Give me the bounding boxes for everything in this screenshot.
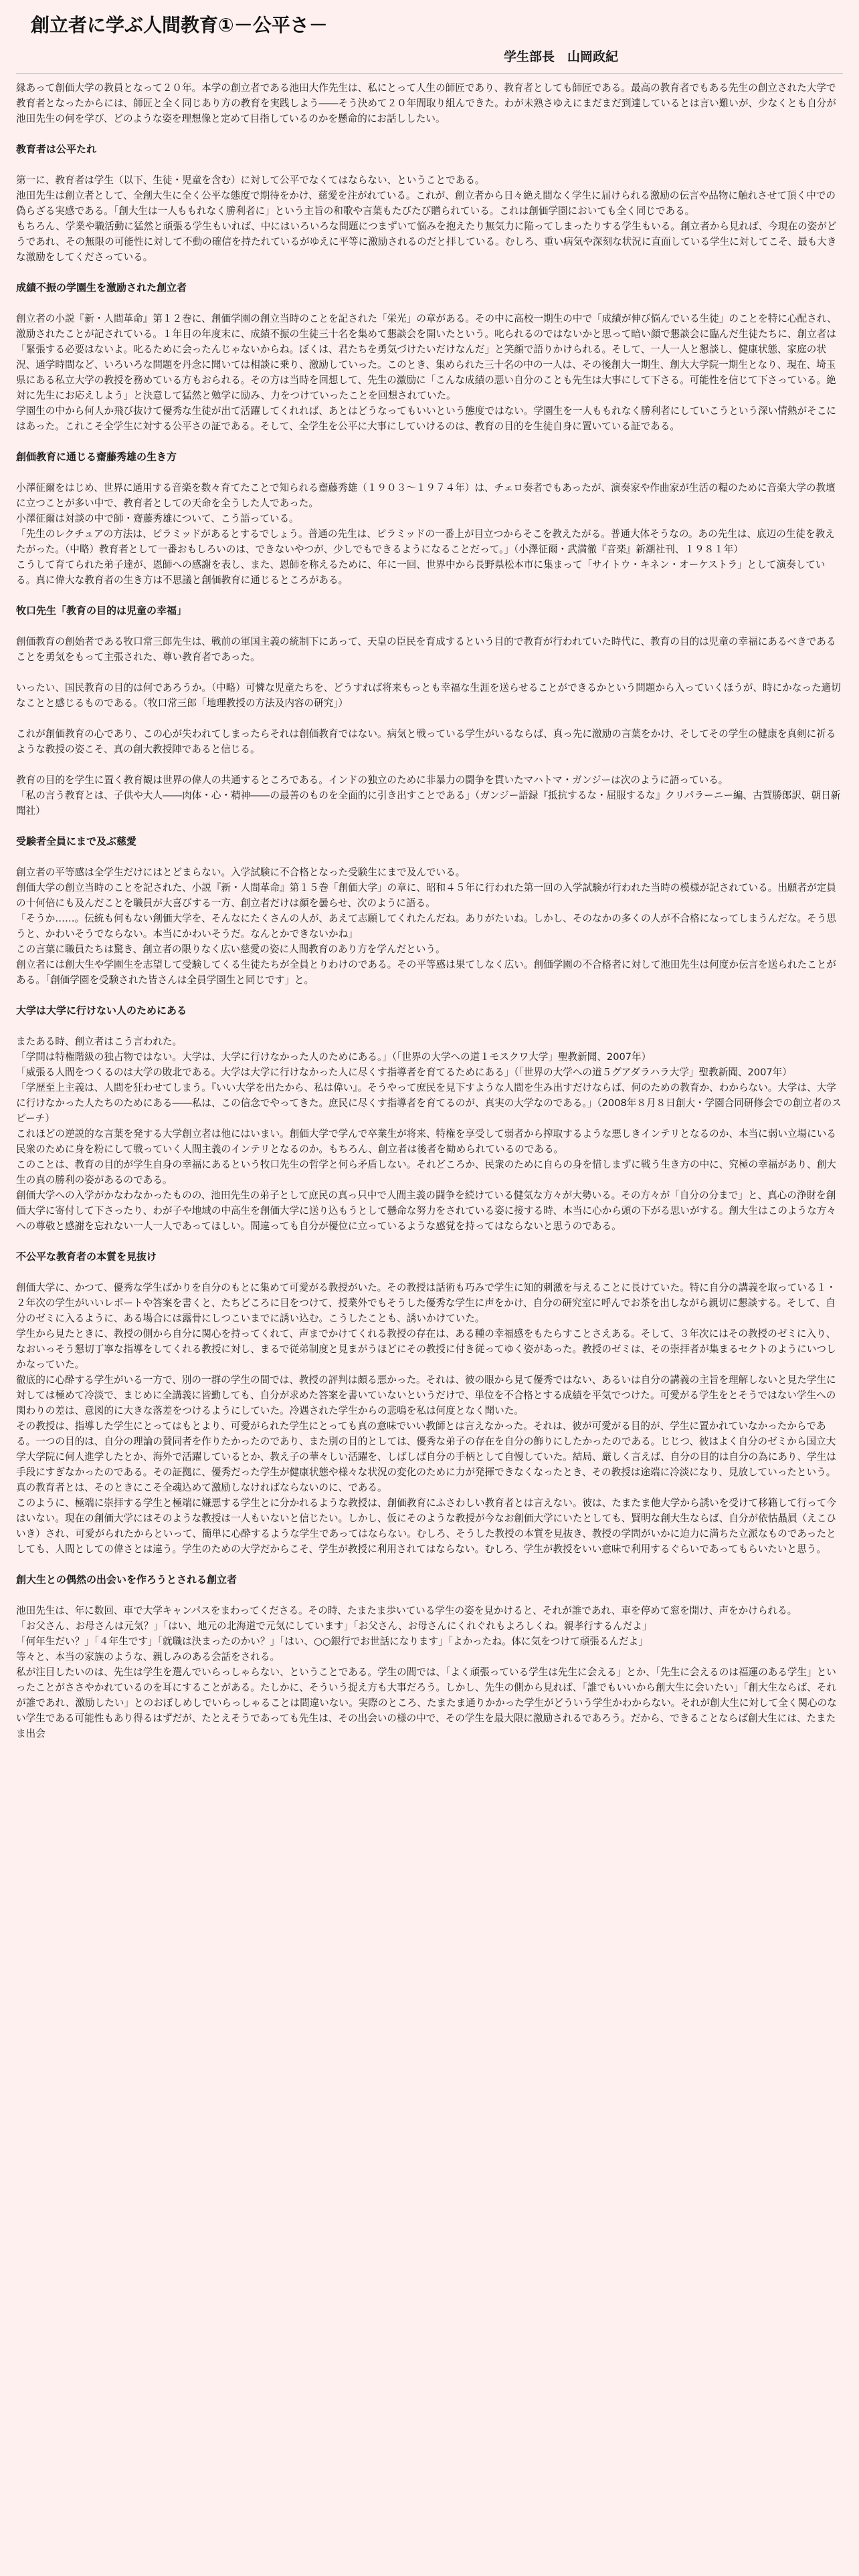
blank-line <box>16 711 843 726</box>
section-heading: 受験者全員にまで及ぶ慈愛 <box>16 835 137 847</box>
paragraph: 創価大学に、かつて、優秀な学生ばかりを自分のもとに集めて可愛がる教授がいた。その教授は話術も巧みで学生に知的刺激を与えることに長けていた。特に自分の講義を取っている１・２年次の学生がいいレポートや答案を書くと、たちどころに目をつけて、授業外でもそうした優秀な学生に声をかけ、自分の研究室に呼んでお茶を出しながら親切に懇談する。そして、自分のゼミに入るように、ある場合には露骨にしつこいまでに誘い込む。こうしたことも、誘いかけていた。 <box>16 1282 836 1324</box>
paragraph: 教育の目的を学生に置く教育観は世界の偉人の共通するところである。インドの独立のために非暴力の闘争を貫いたマハトマ・ガンジーは次のように語っている。 <box>16 774 729 786</box>
blank-line <box>16 465 843 480</box>
blank-line <box>16 665 843 680</box>
blank-line <box>16 988 843 1003</box>
paragraph: またある時、創立者はこう言われた。 <box>16 1036 183 1047</box>
paragraph: 第一に、教育者は学生（以下、生徒・児童を含む）に対して公平でなくてはならない、ということである。 <box>16 175 485 186</box>
paragraph: 学生から見たときに、教授の側から自分に関心を持ってくれて、声までかけてくれる教授の存在は、ある種の幸福感をもたらすことさえある。そして、３年次にはその教授のゼミに入り、なおいっそう懇切丁寧な指導をしてくれる教授に対し、まるで従弟制度と見まがうほどにその教授に付き従ってゆく姿があった。教授のゼミは、その崇拝者が集まるセクトのようにいつしかなっていた。 <box>16 1328 836 1370</box>
section-heading: 教育者は公平たれ <box>16 143 97 155</box>
blank-line <box>16 588 843 603</box>
paragraph: このことは、教育の目的が学生自身の幸福にあるという牧口先生の哲学と何ら矛盾しない。それどころか、民衆のために自らの身を惜しまずに戦う生き方の中に、究極の幸福があり、創大生の真の勝利の姿があるのである。 <box>16 1159 836 1186</box>
section-heading: 不公平な教育者の本質を見抜け <box>16 1251 157 1263</box>
paragraph: 創価大学への入学がかなわなかったものの、池田先生の弟子として庶民の真っ只中で人間主義の闘争を続けている健気な方々が大勢いる。その方々が「自分の分まで」と、真心の浄財を創価大学に寄付して下さったり、わが子や地域の中高生を創価大学に送り込もうとして懸命な努力をされている姿に接する時、本当に心から頭の下がる思いがする。創大生はこのような方々への尊敬と感謝を忘れない一人一人であってほしい。間違っても自分が優位に立っているような感覚を持ってはならないと思うのである。 <box>16 1190 836 1232</box>
blank-line <box>16 1265 843 1280</box>
section-heading: 成績不振の学園生を激励された創立者 <box>16 282 187 294</box>
blank-line <box>16 1018 843 1034</box>
paragraph: 「私の言う教育とは、子供や大人――肉体・心・精神――の最善のものを全面的に引き出すことである」（ガンジー語録『抵抗するな・屈服するな』クリパラーニー編、古賀勝郎訳、朝日新聞社） <box>16 790 841 817</box>
paragraph: 「威張る人間をつくるのは大学の敗北である。大学は大学に行けなかった人に尽くす指導者を育てるためにある」（「世界の大学への道５グアダラハラ大学」聖教新聞、2007年） <box>16 1067 792 1078</box>
blank-line <box>16 265 843 280</box>
paragraph: 創立者には創大生や学園生を志望して受験してくる生徒たちが全員とりわけのである。その平等感は果てしなく広い。創価学園の不合格者に対して池田先生は何度か伝言を送られたことがある。「創価学園を受験された皆さんは全員学園生と同じです」と。 <box>16 959 836 986</box>
paragraph: 「そうか……。伝統も何もない創価大学を、そんなにたくさんの人が、あえて志願してくれたんだね。ありがたいね。しかし、そのなかの多くの人が不合格になってしまうんだな。そう思うと、かわいそうでならない。本当にかわいそうだ。なんとかできないかね」 <box>16 913 836 940</box>
title-divider <box>16 73 843 74</box>
paragraph: こうして育てられた弟子達が、恩師への感謝を表し、また、恩師を称えるために、年に一回、世界中から長野県松本市に集まって「サイトウ・キネン・オーケストラ」として演奏している。真に偉大な教育者の生き方は不思議と創価教育に通じるところがある。 <box>16 559 826 586</box>
paragraph: 池田先生は創立者として、全創大生に全く公平な態度で期待をかけ、慈愛を注がれている。これが、創立者から日々絶え間なく学生に届けられる激励の伝言や品物に触れさせて頂く中での偽らざる実感である。「創大生は一人ももれなく勝利者に」という主旨の和歌や言葉もたびたび贈られている。これは創価学園においても全く同じである。 <box>16 190 836 217</box>
section-heading: 牧口先生「教育の目的は児童の幸福」 <box>16 605 187 617</box>
paragraph: このように、極端に崇拝する学生と極端に嫌悪する学生とに分かれるような教授は、創価教育にふさわしい教育者とは言えない。彼は、たまたま他大学から誘いを受けて移籍して行って今はいない。現在の創価大学にはそのような教授は一人もいないと信じたい。しかし、仮にそのような教授が今なお創価大学にいたとしても、賢明な創大生ならば、自分が依怙贔屓（えこひいき）され、可愛がられたからといって、簡単に心酔するような学生であってはならない。むしろ、そうした教授の本質を見抜き、教授の学問がいかに迫力に満ちた立派なものであったとしても、人間としての偉さとは違う。学生のための大学だからこそ、学生が教授に利用されてはならない。むしろ、学生が教授をいい意味で利用するぐらいであってもらいたいと思う。 <box>16 1497 836 1555</box>
paragraph: 創価教育の創始者である牧口常三郎先生は、戦前の軍国主義の統制下にあって、天皇の臣民を育成するという目的で教育が行われていた時代に、教育の目的は児童の幸福にあるべきであることを勇気をもって主張された、尊い教育者であった。 <box>16 636 836 663</box>
paragraph: 池田先生は、年に数回、車で大学キャンパスをまわってくださる。その時、たまたま歩いている学生の姿を見かけると、それが誰であれ、車を停めて窓を開け、声をかけられる。 <box>16 1605 797 1616</box>
paragraph: 「何年生だい？」「４年生です」「就職は決まったのかい？」「はい、○○銀行でお世話になります」「よかったね。体に気をつけて頑張るんだよ」 <box>16 1636 648 1647</box>
paragraph: 「学歴至上主義は、人間を狂わせてしまう。『いい大学を出たから、私は偉い』。そうやって庶民を見下すような人間を生み出すだけならば、何のための教育か、わからない。大学は、大学に行けなかった人たちのためにある――私は、この信念でやってきた。庶民に尽くす指導者を育てるのが、真実の大学なのである。」（2008年８月８日創大・学園合同研修会での創立者のスピーチ） <box>16 1082 842 1124</box>
paragraph: 創立者の小説『新・人間革命』第１２巻に、創価学園の創立当時のことを記された「栄光」の章がある。その中に高校一期生の中で「成績が伸び悩んでいる生徒」のことを特に心配され、激励されたことが記されている。１年目の年度末に、成績不振の生徒三十名を集めて懇談会を開いたという。叱られるのではないかと思って暗い顔で懇談会に臨んだ生徒たちに、創立者は「緊張する必要はないよ。叱るために会ったんじゃないからね。ぼくは、君たちを勇気づけたいだけなんだ」と笑顔で語りかけられる。そして、一人一人と懇談し、健康状態、家庭の状況、通学時間など、いろいろな問題を丹念に聞いては相談に乗り、激励していった。このとき、集められた三十名の中の一人は、その後創大一期生、創大大学院一期生となり、現在、埼玉県にある私立大学の教授を務めている方もおられる。その方は当時を回想して、先生の激励に「こんな成績の悪い自分のことも先生は大事にして下さる。可能性を信じて下さっている。絶対に先生にお応えしよう」と決意して猛然と勉学に励み、力をつけていったことを回想されていた。 <box>16 313 837 401</box>
paragraph: 徹底的に心酔する学生がいる一方で、別の一群の学生の間では、教授の評判は頗る悪かった。それは、彼の眼から見て優秀ではない、あるいは自分の講義の主旨を理解しないと見た学生に対しては極めて冷淡で、まじめに全講義に皆勤しても、自分が求めた答案を書いていないというだけで、単位を不合格とする成績を平気でつけた。可愛がる学生をとそうではない学生への関わりの差は、意図的に大きな落差をつけるようにしていた。冷遇された学生からの悲鳴を私は何度となく聞いた。 <box>16 1374 836 1416</box>
paragraph: その教授は、指導した学生にとってはもとより、可愛がられた学生にとっても真の意味でいい教師とは言えなかった。それは、彼が可愛がる目的が、学生に置かれていなかったからである。一つの目的は、自分の理論の賛同者を作りたかったのであり、また別の目的としては、優秀な弟子の存在を自分の飾りにしたかったのである。じじつ、彼はよく自分のゼミから国立大学大学院に何人進学したとか、海外で活躍しているとか、教え子の華々しい活躍を、しばしば自分の手柄として自慢していた。結局、厳しく言えば、自分の目的は自分の為にあり、学生は手段にすぎなかったのである。その証拠に、優秀だった学生が健康状態や様々な状況の変化のために力が発揮できなくなったとき、その教授は途端に冷淡になり、見放していったという。真の教育者とは、そのときにこそ全魂込めて激励しなければならないのに、である。 <box>16 1420 836 1493</box>
article-body <box>16 80 843 1741</box>
paragraph: 学園生の中から何人か飛び抜けて優秀な生徒が出て活躍してくれれば、あとはどうなってもいいという態度ではない。学園生を一人ももれなく勝利者にしていこうという深い情熱がそこにはあった。これこそ全学生に対する公平さの証である。そして、全学生を公平に大事にしていけるのは、教育の目的を生徒自身に置いている証である。 <box>16 405 836 432</box>
blank-line <box>16 296 843 311</box>
section-heading: 創価教育に通じる齋藤秀雄の生き方 <box>16 451 177 463</box>
paragraph: もちろん、学業や職活動に猛然と頑張る学生もいれば、中にはいろいろな問題につまずいて悩みを抱えたり無気力に陥ってしまったりする学生もいる。創立者から見れば、今現在の姿がどうであれ、その無限の可能性に対して不動の確信を持たれているがゆえに平等に激励されるのだと拝している。むしろ、重い病気や深刻な状況に直面している学生に対してこそ、最も大きな激励をしてくださっている。 <box>16 221 837 263</box>
blank-line <box>16 157 843 173</box>
section-heading: 大学は大学に行けない人のためにある <box>16 1004 187 1016</box>
blank-line <box>16 126 843 142</box>
paragraph: この言葉に職員たちは驚き、創立者の限りなく広い慈愛の姿に人間教育のあり方を学んだという。 <box>16 944 446 955</box>
blank-line <box>16 1588 843 1603</box>
paragraph: これほどの逆説的な言葉を発する大学創立者は他にはいまい。創価大学で学んで卒業生が将来、特権を享受して弱者から搾取するような悪しきインテリとなるのか、本当に弱い立場にいる民衆のために身を粉にして戦っていく人間主義のインテリとなるのか。もちろん、創立者は後者を勧められているのである。 <box>16 1128 836 1155</box>
paragraph: 小澤征爾をはじめ、世界に通用する音楽を数々育てたことで知られる齋藤秀雄（１９０３～１９７４年）は、チェロ奏者でもあったが、演奏家や作曲家が生活の糧のために音楽大学の教壇に立つことが多い中で、教育者としての天命を全うした人であった。 <box>16 482 836 509</box>
paragraph: 縁あって創価大学の教員となって２０年。本学の創立者である池田大作先生は、私にとって人生の師匠であり、教育者としても師匠である。最高の教育者でもある先生の創立された大学で教育者となったからには、師匠と全く同じあり方の教育を実践しよう――そう決めて２０年間取り組んできた。わが未熟さゆえにまだまだ到達しているとは言い難いが、少なくとも自分が池田先生の何を学び、どのような姿を理想像と定めて目指しているのかを懸命的にお話ししたい。 <box>16 82 836 124</box>
blank-line <box>16 434 843 449</box>
blank-line <box>16 1557 843 1572</box>
article-author: 学生部長 山岡政紀 <box>503 49 618 64</box>
blank-line <box>16 1234 843 1249</box>
section-heading: 創大生との偶然の出会いを作ろうとされる創立者 <box>16 1574 237 1586</box>
blank-line <box>16 757 843 772</box>
paragraph: いったい、国民教育の目的は何であろうか。（中略）可憐な児童たちを、どうすれば将来もっとも幸福な生涯を送らせることができるかという問題から入っていくほうが、時にかなった適切なことと感じるものである。（牧口常三郎「地理教授の方法及内容の研究」） <box>16 682 841 709</box>
article-title: 創立者に学ぶ人間教育①－公平さ－ <box>31 14 328 36</box>
paragraph: 等々と、本当の家族のような、親しみのある会話をされる。 <box>16 1651 280 1662</box>
paragraph: これが創価教育の心であり、この心が失われてしまったらそれは創価教育ではない。病気と戦っている学生がいるならば、真っ先に激励の言葉をかけ、そしてその学生の健康を真剣に祈るような教授の姿こそ、真の創大教授陣であると信じる。 <box>16 728 836 755</box>
paragraph: 「お父さん、お母さんは元気？」「はい、地元の北海道で元気にしています」「お父さん、お母さんにくれぐれもよろしくね。親孝行するんだよ」 <box>16 1620 652 1632</box>
paragraph: 私が注目したいのは、先生は学生を選んでいらっしゃらない、ということである。学生の間では、「よく頑張っている学生は先生に会える」とか、「先生に会えるのは福運のある学生」といったことがささやかれているのを耳にすることがある。たしかに、そういう捉え方も大事だろう。しかし、先生の側から見れば、「誰でもいいから創大生に会いたい」「創大生ならば、それが誰であれ、激励したい」とのおぼしめしでいらっしゃることは間違いない。実際のところ、たまたま通りかかった学生がどういう学生かわからない。それが創大生に対して全く関心のない学生である可能性もあり得るはずだが、たとえそうであっても先生は、その出会いの様の中で、その学生を最大限に激励されるであろう。だから、できることならば創大生には、たまたま出会 <box>16 1667 837 1739</box>
blank-line <box>16 819 843 834</box>
blank-line <box>16 849 843 865</box>
blank-line <box>16 619 843 634</box>
paragraph: 創立者の平等感は全学生だけにはとどまらない。入学試験に不合格となった受験生にまで及んでいる。 <box>16 867 466 878</box>
paragraph: 「学問は特権階級の独占物ではない。大学は、大学に行けなかった人のためにある。」（「世界の大学への道１モスクワ大学」聖教新聞、2007年） <box>16 1051 652 1063</box>
paragraph: 「先生のレクチュアの方法は、ピラミッドがあるとするでしょう。普通の先生は、ピラミッドの一番上が目立つからそこを教えたがる。普通大体そうなの。あの先生は、底辺の生徒を教えたがった。（中略）教育者として一番おもしろいのは、できないやつが、少しでもできるようになることだって。」（小澤征爾・武満徹『音楽』新潮社刊、１９８１年） <box>16 528 835 555</box>
paragraph: 創価大学の創立当時のことを記された、小説『新・人間革命』第１５巻「創価大学」の章に、昭和４５年に行われた第一回の入学試験が行われた当時の模様が記されている。出願者が定員の十何倍にも及んだことを職員が大喜びする一方、創立者だけは顔を曇らせ、次のように語る。 <box>16 882 836 909</box>
paragraph: 小澤征爾は対談の中で師・齋藤秀雄について、こう語っている。 <box>16 513 299 524</box>
